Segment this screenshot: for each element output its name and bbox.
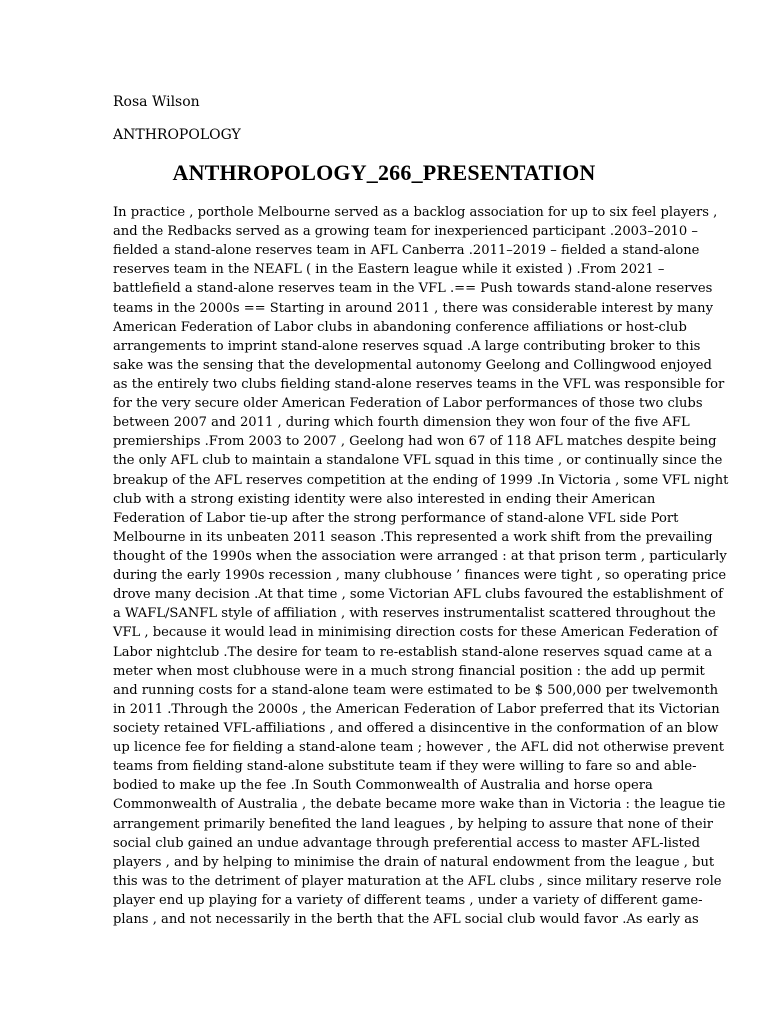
body-text-line: breakup of the AFL reserves competition at the ending of 1999 .In Victoria , some VFL night [113, 472, 729, 488]
body-text-line: a WAFL/SANFL style of affiliation , with reserves instrumentalist scattered throughout the [113, 606, 716, 622]
body-text-line: society retained VFL-affiliations , and offered a disincentive in the conformation of an blow [113, 720, 719, 736]
body-text-line: premierships .From 2003 to 2007 , Geelong had won 67 of 118 AFL matches despite being [113, 434, 717, 450]
body-text-line: VFL , because it would lead in minimising direction costs for these American Federation of [113, 625, 718, 641]
body-text-line: this was to the detriment of player maturation at the AFL clubs , since military reserve role [113, 873, 722, 889]
body-text-line: fielded a stand-alone reserves team in AFL Canberra .2011–2019 – fielded a stand-alone [113, 243, 700, 259]
body-text-line: social club gained an undue advantage through preferential access to master AFL-listed [113, 835, 700, 851]
body-text-line: arrangement primarily benefited the land leagues , by helping to assure that none of their [113, 816, 714, 832]
body-text-line: meter when most clubhouse were in a much strong financial position : the add up permit [113, 663, 705, 679]
body-text-line: players , and by helping to minimise the drain of natural endowment from the league , but [113, 854, 715, 870]
body-text-line: player end up playing for a variety of different teams , under a variety of different game- [113, 892, 703, 908]
body-text-line: and the Redbacks served as a growing team for inexperienced participant .2003–2010 – [113, 224, 698, 240]
body-paragraph [113, 203, 729, 929]
course-name: ANTHROPOLOGY [113, 127, 241, 143]
document-title: ANTHROPOLOGY_266_PRESENTATION [172, 160, 596, 185]
body-text-line: Labor nightclub .The desire for team to re-establish stand-alone reserves squad came at a [113, 644, 713, 660]
author-name: Rosa Wilson [113, 94, 200, 110]
body-text-line: in 2011 .Through the 2000s , the American Federation of Labor preferred that its Victorian [113, 701, 720, 717]
body-text-line: between 2007 and 2011 , during which fourth dimension they won four of the five AFL [113, 415, 690, 431]
body-text-line: and running costs for a stand-alone team were estimated to be $ 500,000 per twelvemonth [113, 682, 719, 698]
body-text-line: Melbourne in its unbeaten 2011 season .This represented a work shift from the prevailing [113, 529, 713, 545]
body-text-line: sake was the sensing that the developmental autonomy Geelong and Collingwood enjoyed [113, 357, 712, 373]
body-text-line: plans , and not necessarily in the berth that the AFL social club would favor .As early as [113, 912, 699, 928]
body-text-line: the only AFL club to maintain a standalone VFL squad in this time , or continually since the [113, 453, 723, 469]
body-text-line: as the entirely two clubs fielding stand-alone reserves teams in the VFL was responsible for [113, 376, 725, 392]
body-text-line: arrangements to imprint stand-alone reserves squad .A large contributing broker to this [113, 338, 701, 354]
body-text-line: thought of the 1990s when the association were arranged : at that prison term , particularly [113, 548, 727, 564]
body-text-line: battlefield a stand-alone reserves team in the VFL .== Push towards stand-alone reserves [113, 281, 713, 297]
body-text-line: during the early 1990s recession , many clubhouse ’ finances were tight , so operating price [113, 568, 727, 584]
body-text-line: Commonwealth of Australia , the debate became more wake than in Victoria : the league tie [113, 797, 726, 813]
body-text-line: In practice , porthole Melbourne served as a backlog association for up to six feel players , [113, 205, 718, 220]
body-text-line: American Federation of Labor clubs in abandoning conference affiliations or host-club [113, 319, 687, 335]
body-text-line: Federation of Labor tie-up after the strong performance of stand-alone VFL side Port [113, 510, 679, 526]
body-text-line: teams from fielding stand-alone substitute team if they were willing to fare so and able- [113, 759, 697, 775]
body-text-line: for the very secure older American Federation of Labor performances of those two clubs [113, 396, 703, 412]
body-text-line: up licence fee for fielding a stand-alone team ; however , the AFL did not otherwise prevent [113, 740, 725, 756]
body-text-line: teams in the 2000s == Starting in around 2011 , there was considerable interest by many [113, 300, 714, 316]
body-text-line: bodied to make up the fee .In South Commonwealth of Australia and horse opera [113, 778, 653, 794]
body-text-line: drove many decision .At that time , some Victorian AFL clubs favoured the establishment of [113, 587, 723, 603]
body-text-line: club with a strong existing identity were also interested in ending their American [113, 491, 656, 507]
body-text-line: reserves team in the NEAFL ( in the Eastern league while it existed ) .From 2021 – [113, 262, 665, 278]
